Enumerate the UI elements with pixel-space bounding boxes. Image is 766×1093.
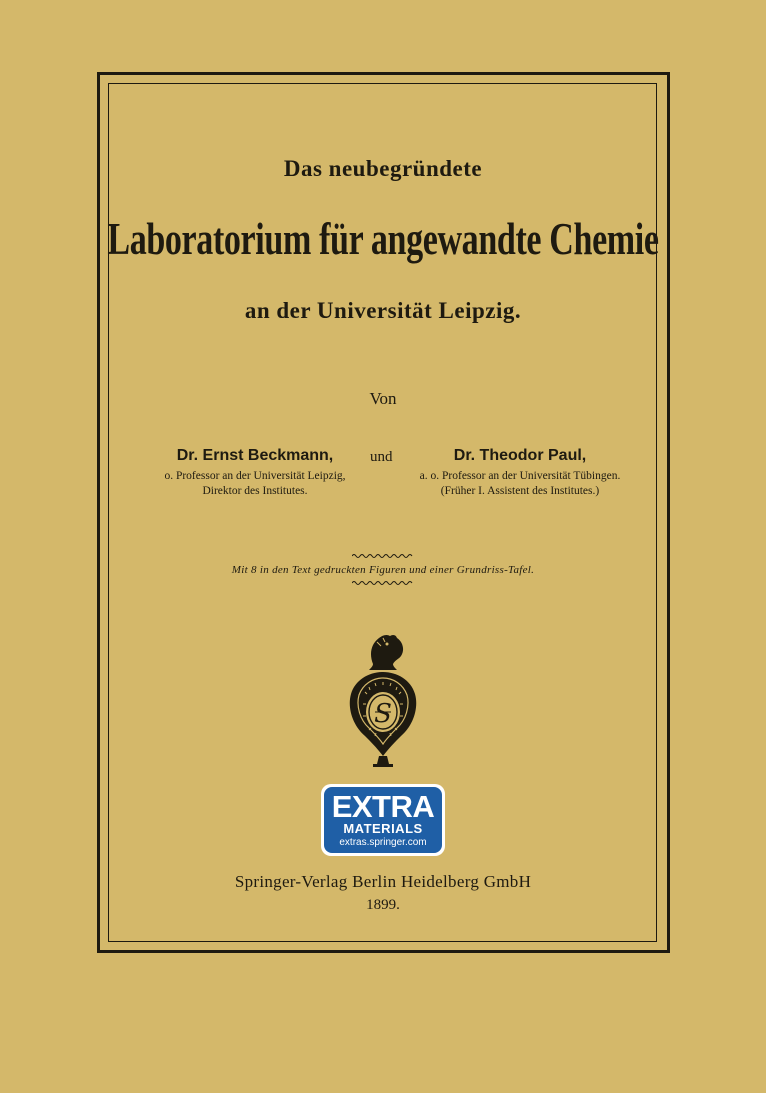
wave-divider-bottom [352, 580, 414, 586]
book-title: Laboratorium für angewandte Chemie [107, 213, 659, 264]
author-role: Direktor des Institutes. [202, 485, 308, 497]
figures-note: Mit 8 in den Text gedruckten Figuren und einer Grundriss-Tafel. [231, 564, 535, 576]
badge-extra-label: EXTRA [331, 789, 435, 824]
by-label: Von [369, 389, 397, 408]
publisher: Springer-Verlag Berlin Heidelberg GmbH [234, 872, 532, 891]
badge-url: extras.springer.com [339, 837, 427, 848]
publication-year: 1899. [366, 897, 400, 913]
wave-divider-top [352, 553, 414, 559]
extra-materials-badge-inner [324, 787, 442, 853]
author-affiliation: a. o. Professor an der Universität Tübingen. [419, 470, 621, 482]
subtitle-bottom: an der Universität Leipzig. [244, 298, 522, 323]
badge-materials-label: MATERIALS [343, 821, 423, 836]
author-name: Dr. Ernst Beckmann, [176, 447, 334, 464]
author-paul [390, 447, 650, 499]
subtitle-top: Das neubegründete [283, 156, 483, 181]
author-name: Dr. Theodor Paul, [453, 447, 587, 464]
springer-knight-logo-icon [343, 632, 423, 772]
extra-materials-badge[interactable] [321, 784, 445, 856]
author-role: (Früher I. Assistent des Institutes.) [440, 485, 600, 497]
author-beckmann [130, 447, 380, 499]
author-affiliation: o. Professor an der Universität Leipzig, [164, 470, 346, 482]
svg-text:S: S [374, 699, 392, 729]
conjunction: und [370, 449, 393, 465]
